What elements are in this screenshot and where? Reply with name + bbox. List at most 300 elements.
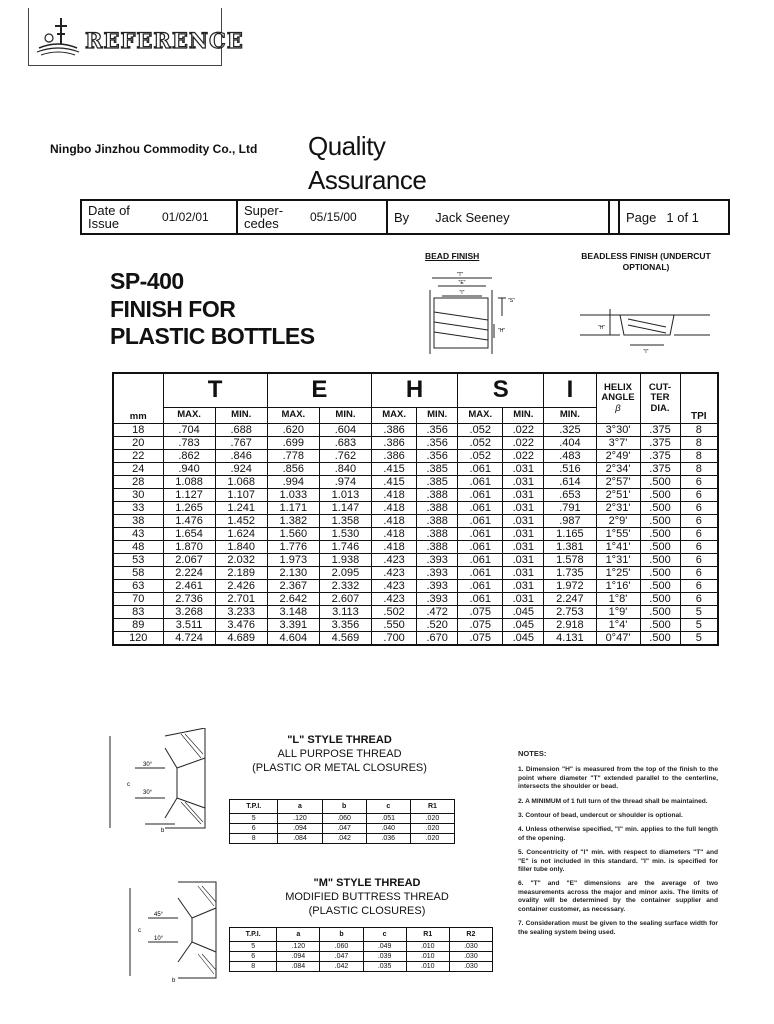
table-cell: 1.165 — [544, 527, 596, 540]
table-cell: 2.095 — [319, 566, 371, 579]
tpi-header: TPI — [680, 373, 718, 423]
product-title — [110, 268, 315, 351]
table-cell: .404 — [544, 436, 596, 449]
table-cell: .045 — [503, 605, 544, 618]
table-cell: .325 — [544, 423, 596, 436]
table-cell: .031 — [503, 527, 544, 540]
table-row — [113, 501, 718, 514]
table-cell: .060 — [320, 942, 363, 952]
table-cell: .924 — [215, 462, 267, 475]
table-cell: 2.753 — [544, 605, 596, 618]
table-cell: 6 — [680, 592, 718, 605]
table-cell: .045 — [503, 618, 544, 631]
table-cell: .520 — [417, 618, 458, 631]
column-header: a — [278, 800, 322, 814]
table-cell: .061 — [458, 592, 503, 605]
svg-text:"E": "E" — [458, 280, 466, 286]
table-cell: .061 — [458, 488, 503, 501]
table-cell: .500 — [640, 488, 680, 501]
table-row — [113, 605, 718, 618]
table-cell: .022 — [503, 436, 544, 449]
date-of-issue-cell — [82, 201, 238, 233]
table-cell: .791 — [544, 501, 596, 514]
document-title — [308, 133, 426, 193]
table-cell: .084 — [278, 834, 322, 844]
table-cell: 1.654 — [163, 527, 215, 540]
table-cell: 1.107 — [215, 488, 267, 501]
title-line-1: Quality — [308, 131, 386, 161]
table-cell: .423 — [372, 566, 417, 579]
table-cell: .767 — [215, 436, 267, 449]
table-cell: .022 — [503, 423, 544, 436]
table-cell: 2°31' — [596, 501, 640, 514]
table-cell: 3.233 — [215, 605, 267, 618]
table-cell: .030 — [449, 962, 492, 972]
table-cell: .094 — [278, 824, 322, 834]
table-cell: 63 — [113, 579, 163, 592]
table-cell: .120 — [277, 942, 320, 952]
table-cell: .039 — [363, 952, 406, 962]
header-h: H — [372, 373, 458, 407]
table-cell: .061 — [458, 475, 503, 488]
m-style-line-3: (PLASTIC CLOSURES) — [308, 905, 426, 917]
table-cell: 6 — [680, 553, 718, 566]
table-cell: .022 — [503, 449, 544, 462]
table-cell: 1.938 — [319, 553, 371, 566]
table-cell: 1.973 — [267, 553, 319, 566]
table-cell: 8 — [680, 423, 718, 436]
table-row — [113, 449, 718, 462]
table-row — [113, 475, 718, 488]
table-cell: 6 — [680, 514, 718, 527]
column-header: b — [320, 928, 363, 942]
table-cell: .500 — [640, 553, 680, 566]
table-cell: .045 — [503, 631, 544, 645]
table-cell: .388 — [417, 527, 458, 540]
table-cell: .840 — [319, 462, 371, 475]
table-cell: .415 — [372, 475, 417, 488]
table-cell: .604 — [319, 423, 371, 436]
table-row — [230, 942, 493, 952]
table-cell: .075 — [458, 605, 503, 618]
table-cell: 89 — [113, 618, 163, 631]
table-cell: 2.067 — [163, 553, 215, 566]
table-cell: .051 — [366, 814, 410, 824]
table-cell: .423 — [372, 553, 417, 566]
table-cell: 2.130 — [267, 566, 319, 579]
table-cell: .052 — [458, 449, 503, 462]
header-s: S — [458, 373, 544, 407]
table-cell: .375 — [640, 462, 680, 475]
h-max-header: MAX. — [372, 407, 417, 423]
table-cell: .418 — [372, 527, 417, 540]
l-style-thread-table — [229, 799, 455, 844]
table-cell: .500 — [640, 605, 680, 618]
table-cell: .500 — [640, 540, 680, 553]
notes-heading: NOTES: — [518, 749, 547, 758]
svg-text:10°: 10° — [154, 936, 164, 942]
s-min-header: MIN. — [503, 407, 544, 423]
table-cell: .388 — [417, 514, 458, 527]
l-style-thread-diagram — [105, 728, 220, 838]
note-6: 6. "T" and "E" dimensions are the average of two measurements across the major and minor axis. The limits of ovality will be determined by the container supplier and container customer, as necessary. — [518, 880, 718, 913]
table-cell: .375 — [640, 449, 680, 462]
table-cell: 2.461 — [163, 579, 215, 592]
table-cell: 3.113 — [319, 605, 371, 618]
company-name: Ningbo Jinzhou Commodity Co., Ltd — [50, 142, 258, 156]
table-cell: .704 — [163, 423, 215, 436]
table-cell: 53 — [113, 553, 163, 566]
table-cell: 6 — [680, 501, 718, 514]
table-cell: .500 — [640, 631, 680, 645]
table-cell: 6 — [680, 579, 718, 592]
svg-text:"S": "S" — [508, 298, 515, 304]
table-cell: 2.032 — [215, 553, 267, 566]
svg-text:c: c — [127, 782, 130, 788]
m-style-line-1: "M" STYLE THREAD — [313, 877, 421, 889]
table-cell: 1°31' — [596, 553, 640, 566]
beadless-finish-diagram — [580, 305, 710, 365]
table-cell: 4.569 — [319, 631, 371, 645]
svg-text:"H": "H" — [598, 325, 606, 331]
table-cell: .042 — [322, 834, 366, 844]
s-max-header: MAX. — [458, 407, 503, 423]
column-header: a — [277, 928, 320, 942]
table-cell: .500 — [640, 579, 680, 592]
table-cell: .061 — [458, 540, 503, 553]
table-cell: .010 — [406, 952, 449, 962]
table-cell: 33 — [113, 501, 163, 514]
table-cell: 5 — [680, 631, 718, 645]
table-cell: 2.918 — [544, 618, 596, 631]
table-cell: 1.776 — [267, 540, 319, 553]
table-cell: .061 — [458, 501, 503, 514]
table-cell: 6 — [680, 488, 718, 501]
table-cell: .500 — [640, 501, 680, 514]
table-cell: 3.356 — [319, 618, 371, 631]
table-cell: .418 — [372, 540, 417, 553]
table-cell: .120 — [278, 814, 322, 824]
finish-dimensions-table — [112, 372, 719, 646]
table-cell: .385 — [417, 462, 458, 475]
table-cell: .502 — [372, 605, 417, 618]
note-1: 1. Dimension "H" is measured from the top of the finish to the point where diameter "T" extended parallel to the centerline, intersects the shoulder or bead. — [518, 766, 718, 791]
table-cell: .061 — [458, 579, 503, 592]
table-cell: .385 — [417, 475, 458, 488]
table-cell: 1°25' — [596, 566, 640, 579]
table-row — [113, 527, 718, 540]
table-cell: .388 — [417, 488, 458, 501]
table-cell: 1.972 — [544, 579, 596, 592]
page-label: Page — [626, 209, 657, 225]
table-cell: 1.171 — [267, 501, 319, 514]
title-line-2: Assurance — [308, 165, 427, 195]
svg-text:30°: 30° — [143, 790, 153, 796]
table-cell: .020 — [410, 834, 454, 844]
l-style-line-3: (PLASTIC OR METAL CLOSURES) — [252, 762, 427, 774]
table-cell: 3°30' — [596, 423, 640, 436]
table-row — [230, 814, 455, 824]
table-cell: 20 — [113, 436, 163, 449]
table-cell: 2°51' — [596, 488, 640, 501]
t-min-header: MIN. — [215, 407, 267, 423]
svg-text:"H": "H" — [498, 328, 506, 334]
page-cell — [618, 201, 728, 233]
svg-text:c: c — [138, 928, 141, 934]
table-cell: .010 — [406, 962, 449, 972]
svg-text:"I": "I" — [643, 349, 649, 355]
table-cell: 1.476 — [163, 514, 215, 527]
table-cell: 24 — [113, 462, 163, 475]
table-cell: .040 — [366, 824, 410, 834]
table-cell: .418 — [372, 501, 417, 514]
table-row — [113, 579, 718, 592]
table-cell: .393 — [417, 579, 458, 592]
table-cell: 8 — [680, 449, 718, 462]
table-cell: .061 — [458, 553, 503, 566]
svg-text:"I": "I" — [459, 290, 465, 296]
bead-finish-diagram — [420, 268, 520, 358]
table-cell: .423 — [372, 592, 417, 605]
table-cell: .010 — [406, 942, 449, 952]
column-header: T.P.I. — [230, 800, 278, 814]
table-row — [113, 592, 718, 605]
table-cell: .620 — [267, 423, 319, 436]
table-cell: 2.607 — [319, 592, 371, 605]
table-cell: 3.148 — [267, 605, 319, 618]
table-cell: 2.224 — [163, 566, 215, 579]
mm-header: mm — [113, 373, 163, 423]
table-cell: .031 — [503, 540, 544, 553]
table-cell: 3.391 — [267, 618, 319, 631]
table-row — [113, 488, 718, 501]
table-cell: 2°49' — [596, 449, 640, 462]
helix-angle-header: HELIX ANGLE β — [596, 373, 640, 423]
table-cell: 1.735 — [544, 566, 596, 579]
table-cell: .418 — [372, 514, 417, 527]
m-style-thread-title — [262, 876, 472, 918]
table-cell: .031 — [503, 592, 544, 605]
table-cell: 8 — [230, 834, 278, 844]
logo-box — [28, 8, 244, 66]
beadless-finish-label: BEADLESS FINISH (UNDERCUT OPTIONAL) — [581, 251, 711, 272]
table-cell: 30 — [113, 488, 163, 501]
table-cell: .670 — [417, 631, 458, 645]
svg-text:30°: 30° — [143, 762, 153, 768]
table-cell: 1.013 — [319, 488, 371, 501]
table-cell: 1.840 — [215, 540, 267, 553]
header-t: T — [163, 373, 267, 407]
table-cell: .974 — [319, 475, 371, 488]
table-cell: .688 — [215, 423, 267, 436]
table-cell: 1.147 — [319, 501, 371, 514]
table-cell: .653 — [544, 488, 596, 501]
table-cell: .375 — [640, 423, 680, 436]
e-max-header: MAX. — [267, 407, 319, 423]
table-cell: 2°34' — [596, 462, 640, 475]
table-row — [113, 540, 718, 553]
table-cell: 2.332 — [319, 579, 371, 592]
table-cell: 1°9' — [596, 605, 640, 618]
l-style-thread-title — [232, 733, 447, 775]
table-cell: 6 — [680, 540, 718, 553]
table-cell: .500 — [640, 527, 680, 540]
table-cell: .061 — [458, 462, 503, 475]
h-min-header: MIN. — [417, 407, 458, 423]
table-cell: .940 — [163, 462, 215, 475]
by-value: Jack Seeney — [435, 209, 510, 225]
table-cell: 2°57' — [596, 475, 640, 488]
table-cell: .052 — [458, 436, 503, 449]
table-cell: .762 — [319, 449, 371, 462]
table-cell: .846 — [215, 449, 267, 462]
table-cell: 28 — [113, 475, 163, 488]
table-cell: .030 — [449, 942, 492, 952]
table-cell: .356 — [417, 423, 458, 436]
table-cell: 6 — [680, 566, 718, 579]
table-row — [113, 631, 718, 645]
table-cell: .550 — [372, 618, 417, 631]
table-cell: 120 — [113, 631, 163, 645]
table-row — [230, 952, 493, 962]
table-cell: 4.724 — [163, 631, 215, 645]
table-cell: 8 — [680, 436, 718, 449]
by-label: By — [394, 209, 410, 225]
table-cell: 1.265 — [163, 501, 215, 514]
product-title-line-3: PLASTIC BOTTLES — [110, 323, 315, 350]
table-row — [113, 618, 718, 631]
table-cell: 4.131 — [544, 631, 596, 645]
table-cell: .783 — [163, 436, 215, 449]
table-cell: 1.624 — [215, 527, 267, 540]
table-cell: .031 — [503, 501, 544, 514]
issue-info-row — [80, 199, 730, 235]
table-cell: 6 — [680, 475, 718, 488]
table-cell: .020 — [410, 824, 454, 834]
table-row — [113, 436, 718, 449]
table-row — [230, 834, 455, 844]
table-cell: 5 — [230, 942, 277, 952]
date-of-issue-label: Date of Issue — [88, 203, 130, 231]
column-header: c — [366, 800, 410, 814]
table-cell: 5 — [680, 618, 718, 631]
table-cell: 58 — [113, 566, 163, 579]
table-cell: .042 — [320, 962, 363, 972]
header-i: I — [544, 373, 596, 407]
column-header: b — [322, 800, 366, 814]
table-cell: .700 — [372, 631, 417, 645]
table-cell: 2.642 — [267, 592, 319, 605]
table-cell: .031 — [503, 462, 544, 475]
note-3: 3. Contour of bead, undercut or shoulder is optional. — [518, 812, 683, 820]
table-row — [113, 423, 718, 436]
table-cell: 1.127 — [163, 488, 215, 501]
column-header: R1 — [410, 800, 454, 814]
table-cell: 8 — [680, 462, 718, 475]
table-row — [113, 462, 718, 475]
date-of-issue-value: 01/02/01 — [162, 210, 209, 224]
table-cell: .031 — [503, 514, 544, 527]
table-cell: .084 — [277, 962, 320, 972]
l-style-line-1: "L" STYLE THREAD — [287, 734, 392, 746]
table-cell: 5 — [680, 605, 718, 618]
table-cell: 1.033 — [267, 488, 319, 501]
table-cell: .386 — [372, 423, 417, 436]
table-cell: 1.381 — [544, 540, 596, 553]
table-cell: .856 — [267, 462, 319, 475]
table-cell: .393 — [417, 553, 458, 566]
table-cell: .500 — [640, 475, 680, 488]
table-cell: 3.476 — [215, 618, 267, 631]
table-cell: .052 — [458, 423, 503, 436]
table-cell: .035 — [363, 962, 406, 972]
i-min-header: MIN. — [544, 407, 596, 423]
table-cell: .500 — [640, 566, 680, 579]
table-cell: .388 — [417, 540, 458, 553]
table-cell: .047 — [322, 824, 366, 834]
table-cell: .075 — [458, 631, 503, 645]
table-cell: .472 — [417, 605, 458, 618]
table-cell: .418 — [372, 488, 417, 501]
table-cell: .386 — [372, 449, 417, 462]
table-cell: .699 — [267, 436, 319, 449]
table-cell: .423 — [372, 579, 417, 592]
table-cell: 3.511 — [163, 618, 215, 631]
column-header: R1 — [406, 928, 449, 942]
header-e: E — [267, 373, 371, 407]
table-cell: 48 — [113, 540, 163, 553]
l-style-line-2: ALL PURPOSE THREAD — [277, 748, 402, 760]
table-cell: .047 — [320, 952, 363, 962]
table-cell: .614 — [544, 475, 596, 488]
table-row — [230, 824, 455, 834]
table-cell: 1.560 — [267, 527, 319, 540]
table-cell: 1.241 — [215, 501, 267, 514]
supersedes-label: Super-cedes — [244, 203, 284, 231]
svg-text:b: b — [172, 978, 176, 983]
m-style-thread-table — [229, 927, 493, 972]
table-cell: .500 — [640, 618, 680, 631]
table-cell: 2.701 — [215, 592, 267, 605]
svg-text:45°: 45° — [154, 912, 164, 918]
table-cell: .500 — [640, 514, 680, 527]
note-2: 2. A MINIMUM of 1 full turn of the thread shall be maintained. — [518, 797, 708, 805]
table-cell: 4.689 — [215, 631, 267, 645]
table-cell: 1.088 — [163, 475, 215, 488]
page-value: 1 of 1 — [666, 209, 699, 225]
table-cell: .500 — [640, 592, 680, 605]
table-cell: .020 — [410, 814, 454, 824]
table-cell: .862 — [163, 449, 215, 462]
table-cell: 38 — [113, 514, 163, 527]
table-row — [113, 553, 718, 566]
table-cell: .031 — [503, 553, 544, 566]
table-cell: 18 — [113, 423, 163, 436]
table-cell: 1°16' — [596, 579, 640, 592]
table-cell: .375 — [640, 436, 680, 449]
table-cell: 2°9' — [596, 514, 640, 527]
table-cell: .036 — [366, 834, 410, 844]
table-cell: .516 — [544, 462, 596, 475]
m-style-line-2: MODIFIED BUTTRESS THREAD — [285, 891, 449, 903]
table-cell: 1.530 — [319, 527, 371, 540]
table-cell: .356 — [417, 436, 458, 449]
table-row — [113, 514, 718, 527]
table-cell: .356 — [417, 449, 458, 462]
table-cell: .094 — [277, 952, 320, 962]
bead-finish-label: BEAD FINISH — [425, 251, 480, 261]
m-style-thread-diagram — [128, 878, 228, 983]
